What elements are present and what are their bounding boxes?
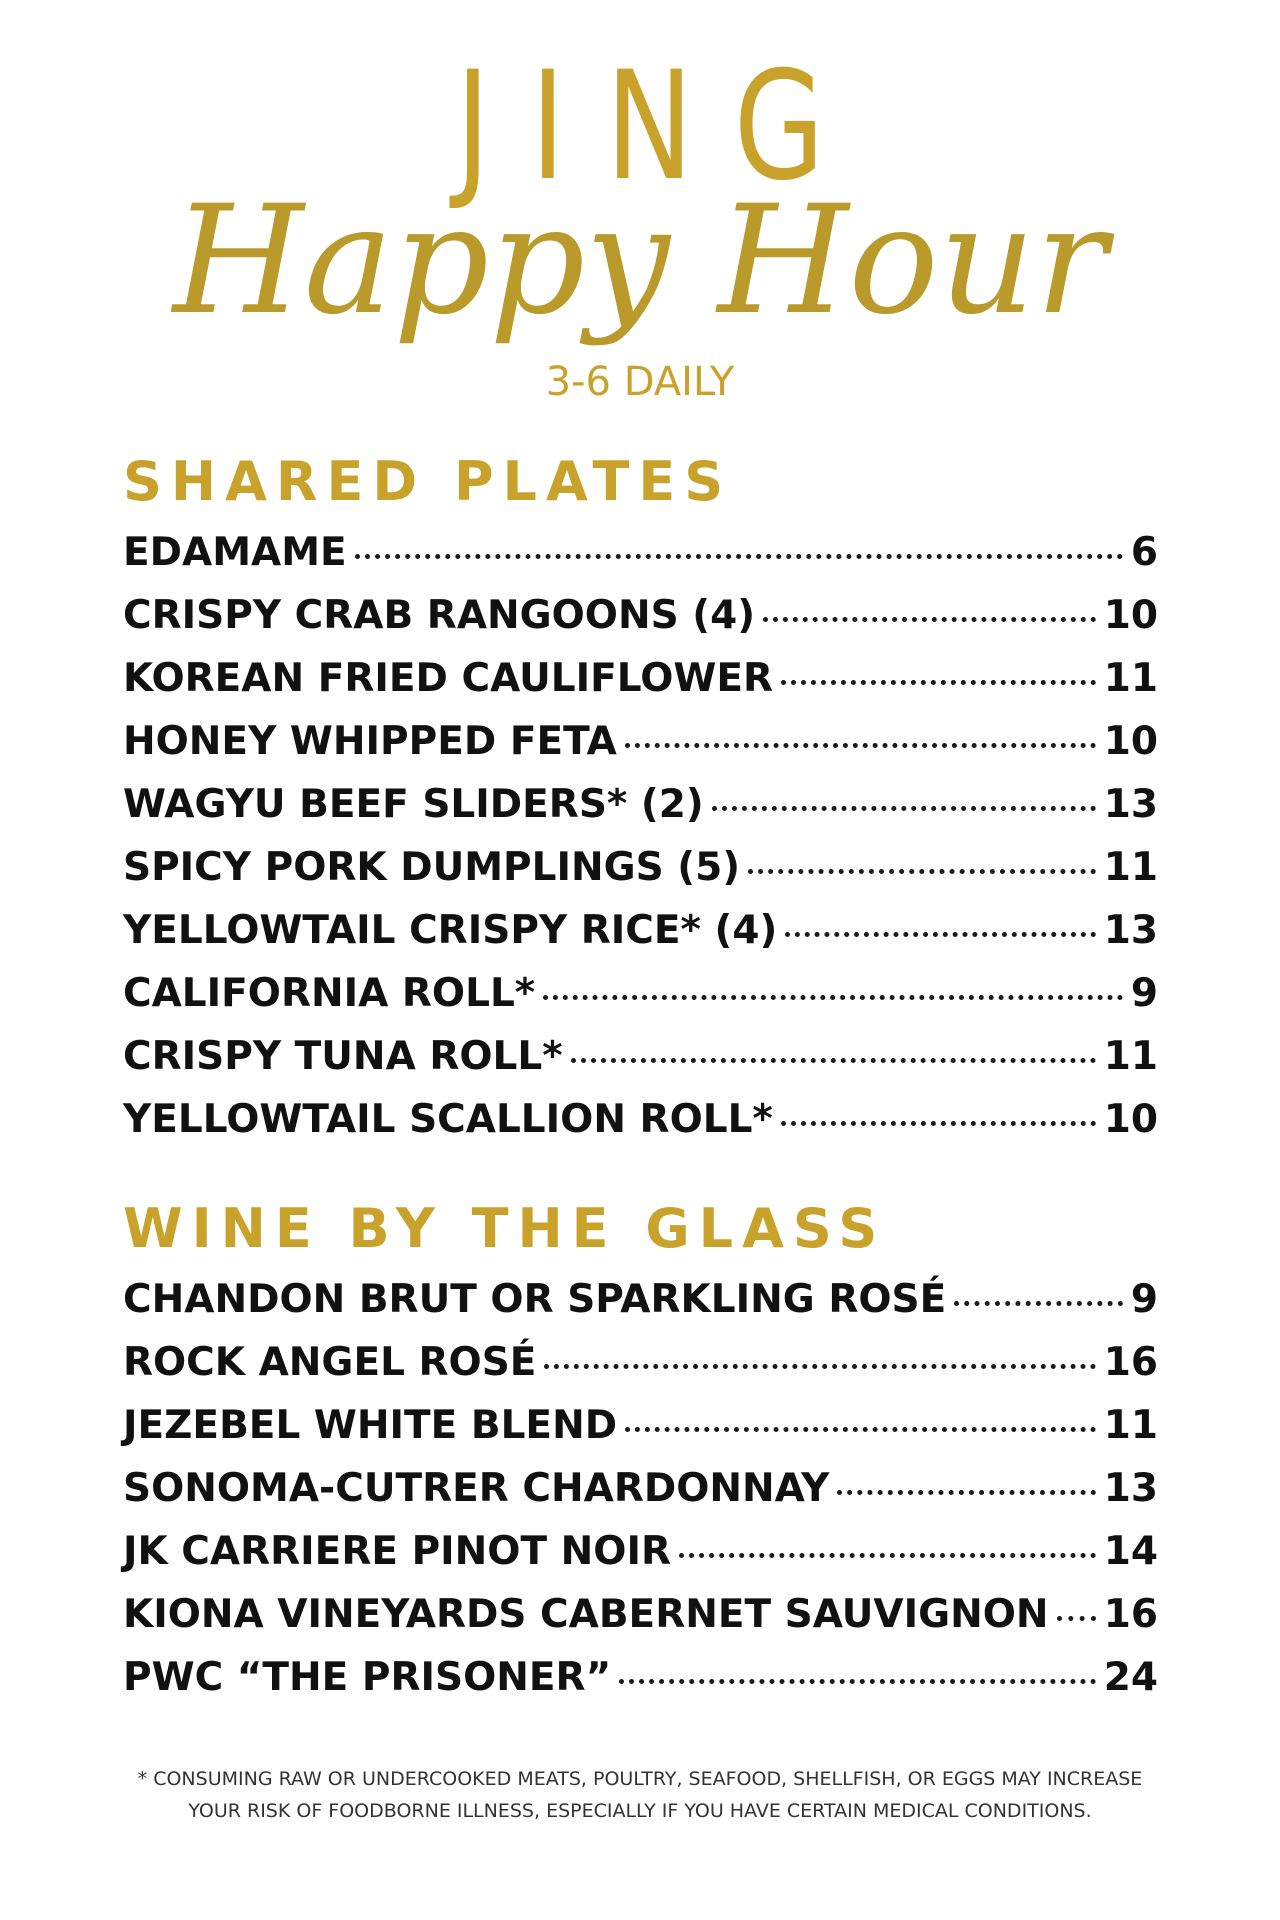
menu-item xyxy=(123,1268,1158,1331)
menu-item xyxy=(123,1583,1158,1646)
menu-item-name: KIONA VINEYARDS CABERNET SAUVIGNON xyxy=(123,1592,1049,1637)
menu-item-price: 24 xyxy=(1103,1655,1158,1700)
brand-logo: JING xyxy=(455,40,865,214)
menu-item-name: CRISPY TUNA ROLL* xyxy=(123,1034,563,1079)
menu-item-price: 16 xyxy=(1103,1340,1158,1385)
menu-item-price: 11 xyxy=(1103,1034,1158,1079)
menu-item xyxy=(123,1457,1158,1520)
dot-leader xyxy=(543,994,1123,1000)
menu-item xyxy=(123,1088,1158,1151)
menu-item-price: 9 xyxy=(1130,971,1158,1016)
menu-item xyxy=(123,836,1158,899)
menu-item-name: YELLOWTAIL CRISPY RICE* (4) xyxy=(123,908,778,953)
menu-item-price: 10 xyxy=(1103,719,1158,764)
menu-item xyxy=(123,521,1158,584)
dot-leader xyxy=(837,1489,1095,1495)
menu-item-price: 16 xyxy=(1103,1592,1158,1637)
menu-item xyxy=(123,1520,1158,1583)
disclaimer-line-1: * CONSUMING RAW OR UNDERCOOKED MEATS, POULTRY, SEAFOOD, SHELLFISH, OR EGGS MAY INCREASE xyxy=(137,1768,1143,1790)
dot-leader xyxy=(1057,1615,1096,1621)
dot-leader xyxy=(544,1363,1095,1369)
menu-item-price: 13 xyxy=(1103,1466,1158,1511)
menu-item-price: 10 xyxy=(1103,1097,1158,1142)
menu-item-name: JEZEBEL WHITE BLEND xyxy=(123,1403,618,1448)
menu-item-price: 11 xyxy=(1103,656,1158,701)
menu-item-price: 13 xyxy=(1103,782,1158,827)
menu-item-name: CHANDON BRUT OR SPARKLING ROSÉ xyxy=(123,1277,947,1322)
menu-item-name: KOREAN FRIED CAULIFLOWER xyxy=(123,656,774,701)
dot-leader xyxy=(781,1120,1096,1126)
menu-item-name: YELLOWTAIL SCALLION ROLL* xyxy=(123,1097,773,1142)
menu-item xyxy=(123,710,1158,773)
menu-item xyxy=(123,1394,1158,1457)
menu-item-name: ROCK ANGEL ROSÉ xyxy=(123,1340,537,1385)
disclaimer-line-2: YOUR RISK OF FOODBORNE ILLNESS, ESPECIALLY IF YOU HAVE CERTAIN MEDICAL CONDITIONS. xyxy=(188,1800,1092,1822)
dot-leader xyxy=(625,1426,1096,1432)
dot-leader xyxy=(712,805,1096,811)
dot-leader xyxy=(571,1057,1096,1063)
dot-leader xyxy=(781,679,1096,685)
menu-item-price: 9 xyxy=(1130,1277,1158,1322)
section-title-shared-plates: SHARED PLATES xyxy=(123,450,733,513)
menu-item-name: CALIFORNIA ROLL* xyxy=(123,971,536,1016)
menu-item xyxy=(123,584,1158,647)
dot-leader xyxy=(954,1300,1123,1306)
menu-item-name: SONOMA-CUTRER CHARDONNAY xyxy=(123,1466,830,1511)
section-title-wine: WINE BY THE GLASS xyxy=(123,1197,887,1260)
menu-item-name: HONEY WHIPPED FETA xyxy=(123,719,617,764)
menu-item xyxy=(123,1025,1158,1088)
menu-item xyxy=(123,962,1158,1025)
menu-item xyxy=(123,1646,1158,1709)
menu-item xyxy=(123,773,1158,836)
health-disclaimer xyxy=(0,1763,1280,1827)
dot-leader xyxy=(619,1678,1096,1684)
page-title: Happy Hour xyxy=(172,174,1108,348)
menu-item xyxy=(123,1331,1158,1394)
dot-leader xyxy=(355,553,1123,559)
menu-item-name: PWC “THE PRISONER” xyxy=(123,1655,612,1700)
dot-leader xyxy=(679,1552,1096,1558)
menu-item-name: JK CARRIERE PINOT NOIR xyxy=(123,1529,671,1574)
menu-item-name: SPICY PORK DUMPLINGS (5) xyxy=(123,845,741,890)
dot-leader xyxy=(785,931,1095,937)
menu-item-price: 11 xyxy=(1103,1403,1158,1448)
menu-item xyxy=(123,899,1158,962)
wine-list xyxy=(123,1268,1158,1709)
menu-item-name: CRISPY CRAB RANGOONS (4) xyxy=(123,593,756,638)
shared-plates-list xyxy=(123,521,1158,1151)
dot-leader xyxy=(625,742,1096,748)
menu-item-price: 10 xyxy=(1103,593,1158,638)
dot-leader xyxy=(748,868,1096,874)
menu-item-price: 14 xyxy=(1103,1529,1158,1574)
hours-subtitle: 3-6 DAILY xyxy=(545,359,735,405)
menu-item-name: WAGYU BEEF SLIDERS* (2) xyxy=(123,782,704,827)
menu-item-name: EDAMAME xyxy=(123,530,347,575)
menu-item-price: 11 xyxy=(1103,845,1158,890)
menu-item xyxy=(123,647,1158,710)
menu-item-price: 13 xyxy=(1103,908,1158,953)
menu-item-price: 6 xyxy=(1130,530,1158,575)
dot-leader xyxy=(763,616,1096,622)
